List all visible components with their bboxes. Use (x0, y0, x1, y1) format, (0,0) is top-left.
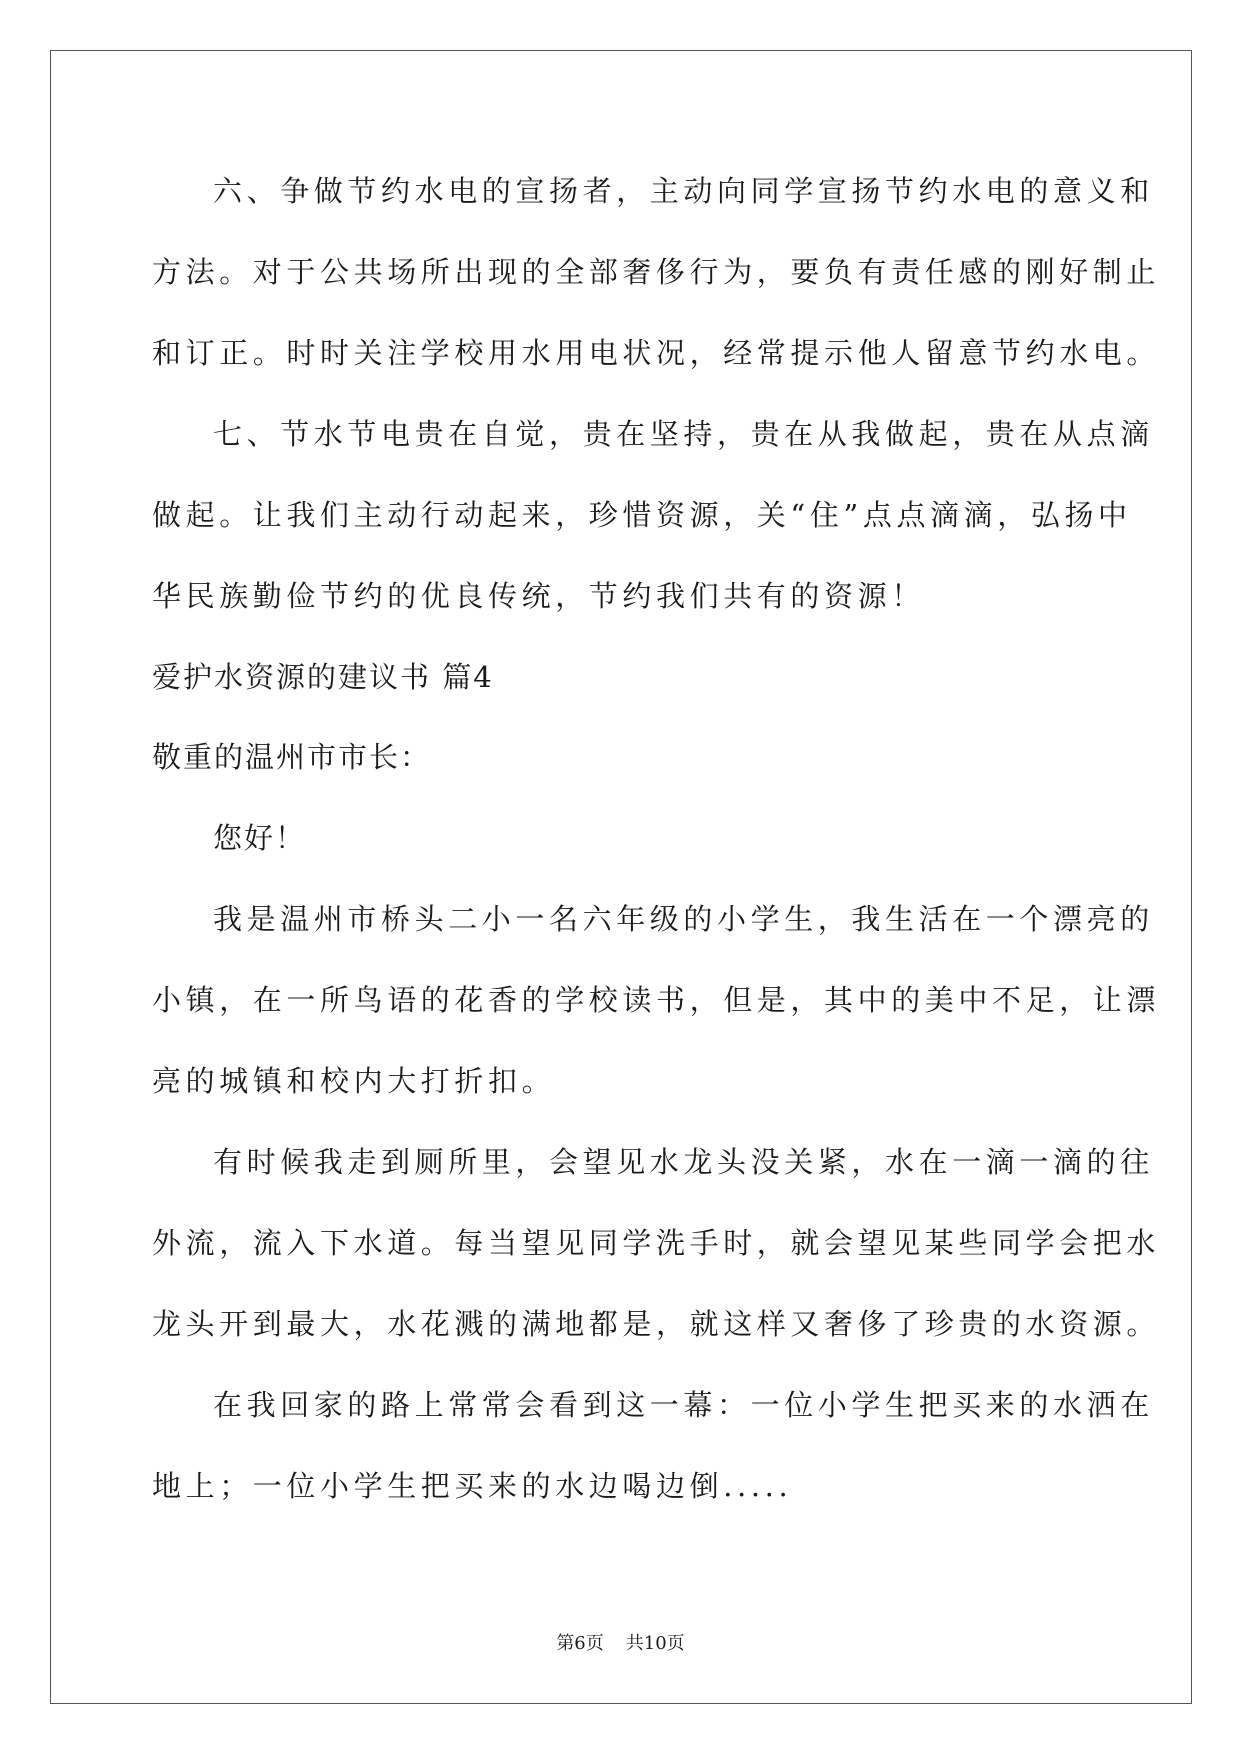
salutation: 敬重的温州市市长： (152, 740, 432, 774)
paragraph-7-line-3: 华民族勤俭节约的优良传统，节约我们共有的资源！ (152, 579, 925, 613)
letter-paragraph-3-line-2: 地上；一位小学生把买来的水边喝边倒..... (152, 1469, 793, 1503)
page-footer (0, 1632, 1241, 1656)
paragraph-6-line-3: 和订正。时时关注学校用水用电状况，经常提示他人留意节约水电。 (152, 336, 1161, 370)
letter-paragraph-2-line-2: 外流，流入下水道。每当望见同学洗手时，就会望见某些同学会把水 (152, 1226, 1161, 1260)
letter-paragraph-1-line-3: 亮的城镇和校内大打折扣。 (152, 1064, 556, 1098)
paragraph-7-line-2: 做起。让我们主动行动起来，珍惜资源，关“住”点点滴滴，弘扬中 (152, 498, 1132, 532)
page-border (50, 50, 1192, 1704)
letter-paragraph-1-line-2: 小镇，在一所鸟语的花香的学校读书，但是，其中的美中不足，让漂 (152, 983, 1161, 1017)
greeting: 您好！ (213, 821, 307, 855)
paragraph-6-line-2: 方法。对于公共场所出现的全部奢侈行为，要负有责任感的刚好制止 (152, 255, 1161, 289)
letter-paragraph-2-line-3: 龙头开到最大，水花溅的满地都是，就这样又奢侈了珍贵的水资源。 (152, 1307, 1161, 1341)
paragraph-6-line-1: 六、争做节约水电的宣扬者，主动向同学宣扬节约水电的意义和 (213, 174, 1154, 208)
section-heading: 爱护水资源的建议书 篇4 (152, 660, 494, 694)
letter-paragraph-2-line-1: 有时候我走到厕所里，会望见水龙头没关紧，水在一滴一滴的往 (213, 1145, 1154, 1179)
letter-paragraph-3-line-1: 在我回家的路上常常会看到这一幕：一位小学生把买来的水洒在 (213, 1388, 1154, 1422)
page-number-total: 共10页 (625, 1633, 685, 1654)
paragraph-7-line-1: 七、节水节电贵在自觉，贵在坚持，贵在从我做起，贵在从点滴 (213, 417, 1154, 451)
page-number-current: 第6页 (556, 1633, 604, 1654)
letter-paragraph-1-line-1: 我是温州市桥头二小一名六年级的小学生，我生活在一个漂亮的 (213, 902, 1154, 936)
